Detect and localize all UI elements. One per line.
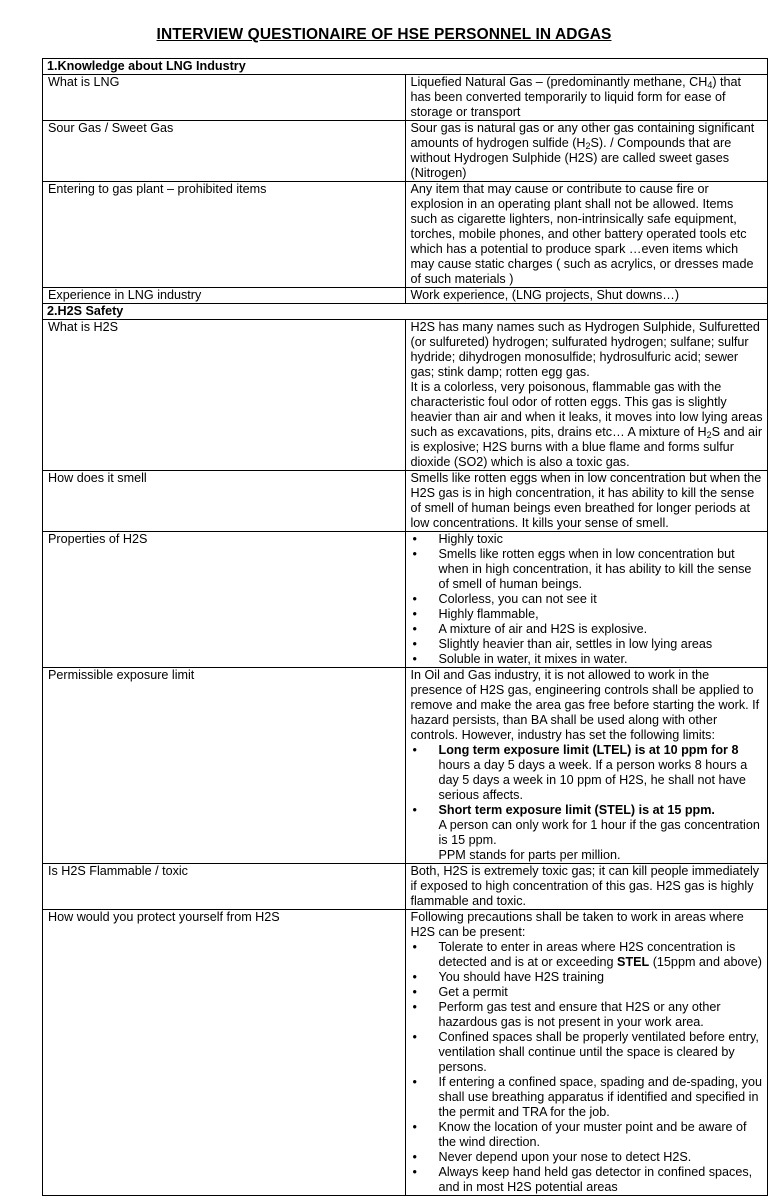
answer-text: S). / Compounds that are without Hydrogen Sulphide (H2S) are called sweet gases (Nitrogen)	[410, 136, 732, 180]
question-cell: Entering to gas plant – prohibited items	[43, 182, 406, 288]
section-heading: 1.Knowledge about LNG Industry	[43, 59, 768, 75]
answer-cell	[405, 910, 768, 1196]
answer-text: In Oil and Gas industry, it is not allowed to work in the presence of H2S gas, engineering controls shall be applied to remove and make the area gas free before starting the work. If hazard persists, than BA shall be used along with other controls. However, industry has set the following limits:	[410, 668, 760, 742]
stel-emphasis: STEL	[617, 955, 650, 969]
list-text: Tolerate to enter in areas where H2S concentration is detected and is at or exceeding	[438, 940, 736, 969]
list-item: • Soluble in water, it mixes in water.	[439, 652, 764, 667]
question-cell: What is LNG	[43, 75, 406, 121]
answer-text	[411, 380, 764, 470]
question-cell: Is H2S Flammable / toxic	[43, 864, 406, 910]
list-item: • You should have H2S training	[439, 970, 764, 985]
answer-text: ) that has been converted temporarily to liquid form for ease of storage or transport	[410, 75, 742, 119]
table-row	[43, 910, 768, 1196]
table-row	[43, 182, 768, 288]
answer-cell	[405, 668, 768, 864]
table-row	[43, 668, 768, 864]
properties-list	[411, 532, 764, 667]
answer-text: Sour gas is natural gas or any other gas containing significant amounts of hydrogen sulfide (H	[410, 121, 755, 150]
list-item: • Highly toxic	[439, 532, 764, 547]
answer-cell	[405, 532, 768, 668]
list-item: • Confined spaces shall be properly ventilated before entry, ventilation shall continue until the space is cleared by persons.	[439, 1030, 764, 1075]
list-item: • If entering a confined space, spading and de-spading, you shall use breathing apparatus if identified and specified in the permit and TRA for the job.	[439, 1075, 764, 1120]
answer-text: S and air is explosive; H2S burns with a blue flame and forms sulfur dioxide (SO2) which is also a toxic gas.	[410, 425, 763, 469]
answer-cell: Smells like rotten eggs when in low concentration but when the H2S gas is in high concentration, it has ability to kill the sense of smell of human beings even breathed for longer periods at low concentrations. It kills your sense of smell.	[405, 471, 768, 532]
list-item: • Slightly heavier than air, settles in low lying areas	[439, 637, 764, 652]
answer-cell: Any item that may cause or contribute to cause fire or explosion in an operating plant shall not be allowed. Items such as cigarette lighters, non-intrinsically safe equipment, torches, mobile phones, and other battery operated tools etc which has a potential to produce spark …even items which may cause static charges ( such as acrylics, or dresses made of such materials )	[405, 182, 768, 288]
subscript: 4	[707, 80, 713, 90]
question-cell: Properties of H2S	[43, 532, 406, 668]
precautions-list	[411, 940, 764, 1195]
question-cell: What is H2S	[43, 320, 406, 471]
stel-label: Short term exposure limit (STEL) is at 15 ppm.	[438, 803, 715, 817]
answer-text: Following precautions shall be taken to work in areas where H2S can be present:	[410, 910, 744, 939]
list-item	[439, 803, 764, 818]
list-text: (15ppm and above)	[649, 955, 762, 969]
table-row	[43, 532, 768, 668]
ltel-label: Long term exposure limit (LTEL) is at 10 ppm for 8	[438, 743, 739, 757]
table-row	[43, 288, 768, 304]
list-item: • Colorless, you can not see it	[439, 592, 764, 607]
table-row	[43, 121, 768, 182]
answer-cell	[405, 320, 768, 471]
ltel-text: hours a day 5 days a week. If a person works 8 hours a day 5 days a week in 10 ppm of H2S, he shall not have serious affects.	[438, 758, 748, 802]
list-item: • Get a permit	[439, 985, 764, 1000]
question-cell: Permissible exposure limit	[43, 668, 406, 864]
question-cell: How does it smell	[43, 471, 406, 532]
list-item: • Always keep hand held gas detector in confined spaces, and in most H2S potential areas	[439, 1165, 764, 1195]
subscript: 2	[585, 141, 591, 151]
limits-list	[411, 743, 764, 818]
table-row	[43, 75, 768, 121]
stel-note: A person can only work for 1 hour if the gas concentration is 15 ppm.	[438, 818, 760, 847]
answer-cell: Work experience, (LNG projects, Shut downs…)	[405, 288, 768, 304]
table-row	[43, 471, 768, 532]
list-item: • Perform gas test and ensure that H2S or any other hazardous gas is not present in your work area.	[439, 1000, 764, 1030]
list-item: • Highly flammable,	[439, 607, 764, 622]
question-cell: How would you protect yourself from H2S	[43, 910, 406, 1196]
list-item	[439, 940, 764, 970]
questionnaire-table	[42, 58, 768, 1196]
section-header-h2s	[43, 304, 768, 320]
list-item: • Smells like rotten eggs when in low concentration but when in high concentration, it has ability to kill the sense of smell of human beings.	[439, 547, 764, 592]
document-title: INTERVIEW QUESTIONAIRE OF HSE PERSONNEL IN ADGAS	[156, 26, 612, 43]
answer-text: H2S has many names such as Hydrogen Sulphide, Sulfuretted (or sulfureted) hydrogen; sulfurated hydrogen; sulfane; sulfur hydride; dihydrogen monosulfide; hydrosulfuric acid; sewer gas; stink damp; rotten egg gas.	[410, 320, 760, 379]
answer-cell	[405, 121, 768, 182]
list-item	[439, 743, 764, 803]
table-row	[43, 320, 768, 471]
answer-text: Liquefied Natural Gas – (predominantly methane, CH	[410, 75, 708, 89]
list-item: • A mixture of air and H2S is explosive.	[439, 622, 764, 637]
question-cell: Sour Gas / Sweet Gas	[43, 121, 406, 182]
question-cell: Experience in LNG industry	[43, 288, 406, 304]
answer-text: It is a colorless, very poisonous, flammable gas with the characteristic foul odor of rotten eggs. This gas is slightly heavier than air and when it leaks, it moves into low lying areas such as excavations, pits, drains etc… A mixture of H	[410, 380, 763, 439]
section-heading: 2.H2S Safety	[43, 304, 768, 320]
answer-cell: Both, H2S is extremely toxic gas; it can kill people immediately if exposed to high concentration of this gas. H2S gas is highly flammable and toxic.	[405, 864, 768, 910]
table-row	[43, 864, 768, 910]
list-item: • Never depend upon your nose to detect H2S.	[439, 1150, 764, 1165]
ppm-note: PPM stands for parts per million.	[438, 848, 621, 862]
list-item: • Know the location of your muster point and be aware of the wind direction.	[439, 1120, 764, 1150]
subscript: 2	[706, 430, 712, 440]
section-header-lng	[43, 59, 768, 75]
answer-cell	[405, 75, 768, 121]
